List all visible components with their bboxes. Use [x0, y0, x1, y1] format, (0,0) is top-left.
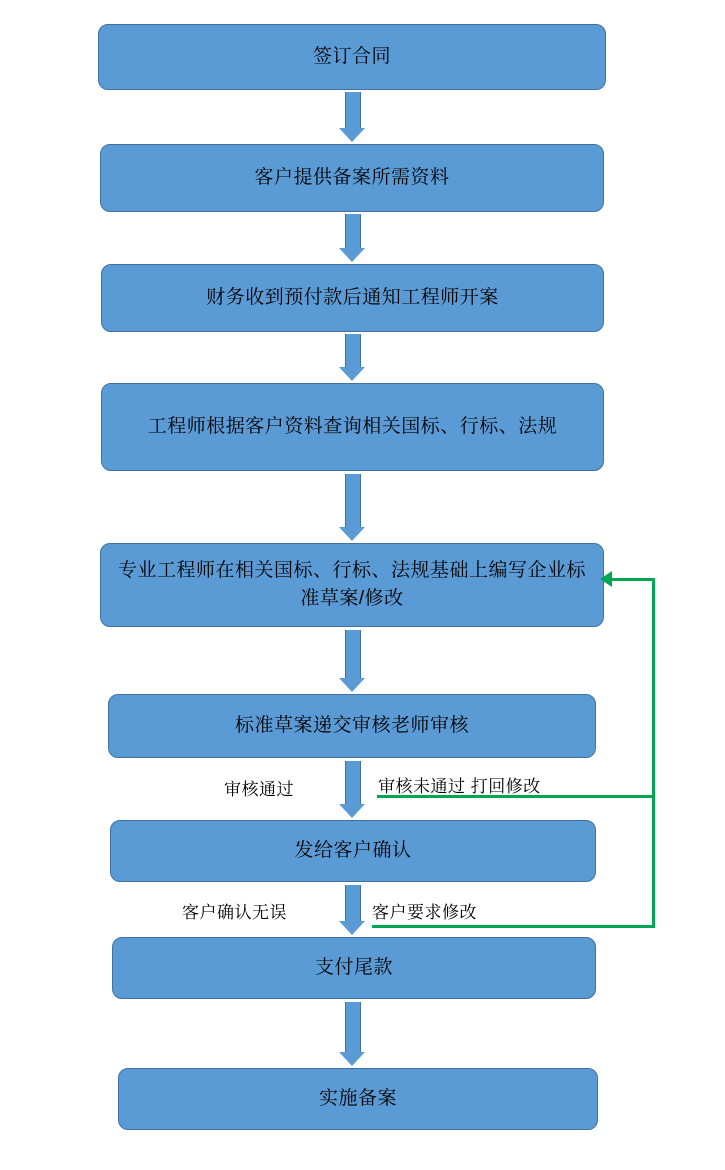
feedback-arrowhead-review: [600, 571, 612, 587]
arrow-n4-n5: [339, 474, 365, 541]
feedback-line-customer-vertical: [652, 580, 655, 927]
feedback-line-customer-horizontal: [372, 925, 655, 928]
arrow-n6-n7: [339, 761, 365, 818]
arrow-n3-n4: [339, 334, 365, 381]
flow-node-filing[interactable]: 实施备案: [118, 1068, 598, 1130]
flow-node-engineer-research[interactable]: 工程师根据客户资料查询相关国标、行标、法规: [101, 383, 604, 471]
flow-node-draft-standard[interactable]: 专业工程师在相关国标、行标、法规基础上编写企业标准草案/修改: [100, 543, 604, 627]
flow-node-customer-confirm[interactable]: 发给客户确认: [110, 820, 596, 882]
arrow-n2-n3: [339, 214, 365, 262]
flow-node-sign-contract[interactable]: 签订合同: [98, 24, 606, 90]
flow-node-final-payment[interactable]: 支付尾款: [112, 937, 596, 999]
flow-node-finance-notify[interactable]: 财务收到预付款后通知工程师开案: [101, 264, 604, 332]
arrow-n1-n2: [339, 92, 365, 142]
flow-node-customer-materials[interactable]: 客户提供备案所需资料: [100, 144, 604, 212]
edge-label-customer-change: 客户要求修改: [372, 903, 477, 922]
edge-label-customer-ok: 客户确认无误: [182, 903, 287, 922]
arrow-n5-n6: [339, 630, 365, 692]
edge-label-review-passed: 审核通过: [224, 780, 294, 799]
edge-label-review-failed: 审核未通过 打回修改: [378, 777, 541, 796]
arrow-n8-n9: [339, 1002, 365, 1066]
arrow-n7-n8: [339, 885, 365, 935]
flow-node-submit-review[interactable]: 标准草案递交审核老师审核: [108, 694, 596, 758]
feedback-line-review-return: [612, 578, 655, 581]
